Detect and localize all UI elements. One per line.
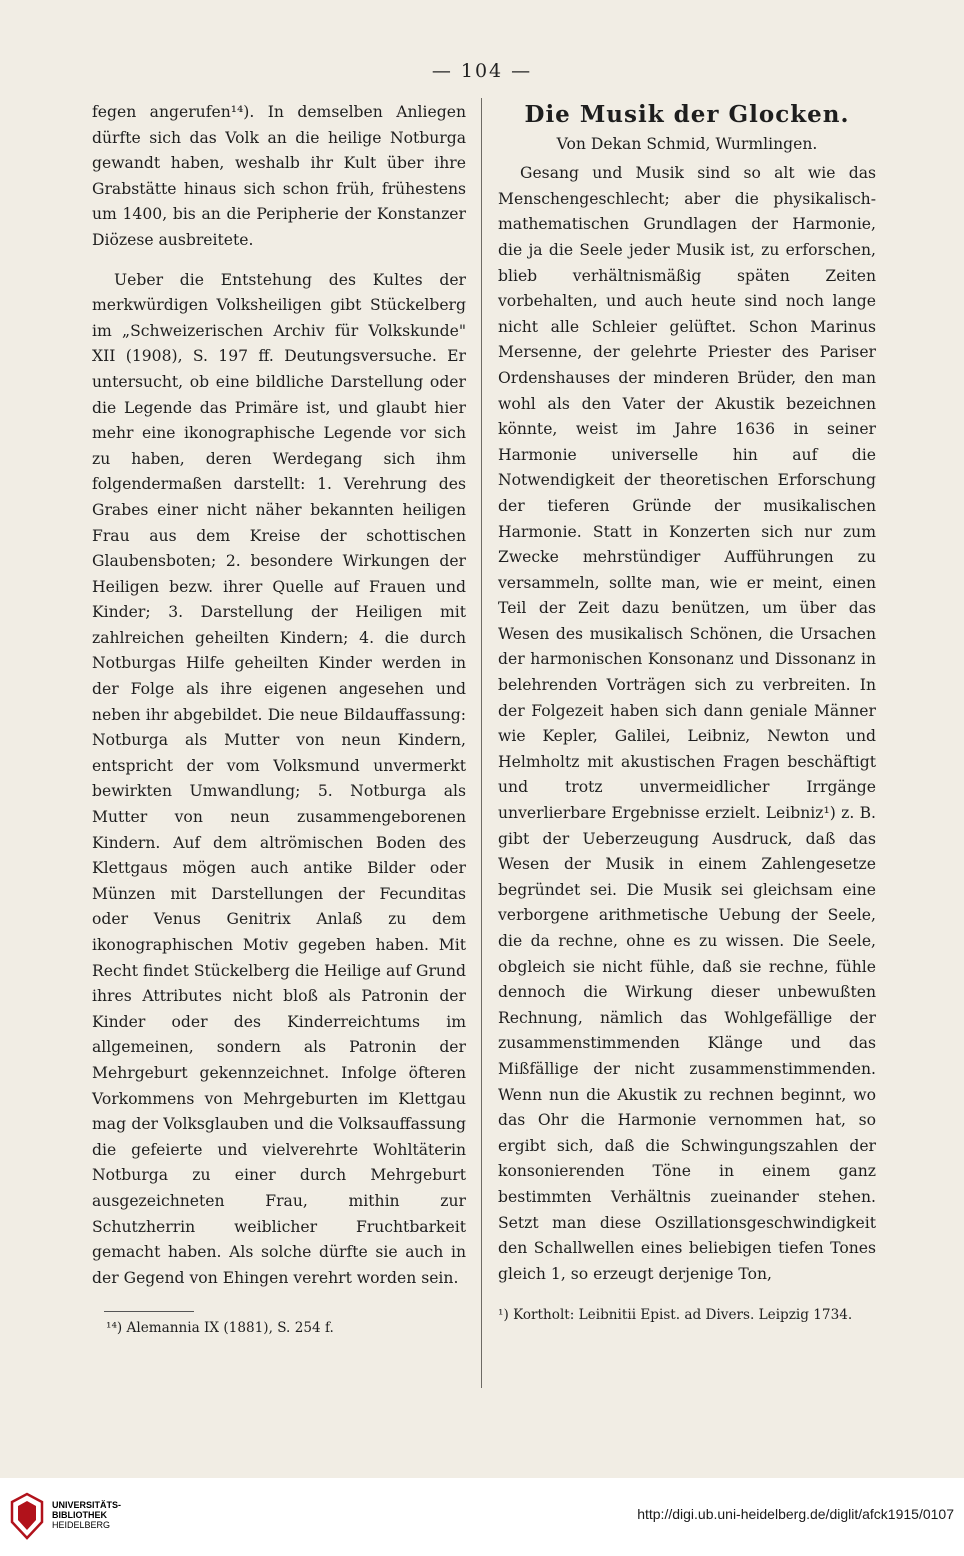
footnote-rule [104, 1311, 194, 1312]
article-title: Die Musik der Glocken. [524, 101, 850, 128]
viewer-footer [0, 1478, 964, 1556]
left-paragraph-2: Ueber die Entstehung des Kultes der merkwürdigen Volksheiligen gibt Stückelberg im „Schweizerischen Archiv für Volkskunde" XII (1908), S. 197 ff. Deutungsversuche. Er untersucht, ob eine bildliche Darstellung oder die Legende das Primäre ist, und glaubt hier mehr eine ikonographische Legende vor sich zu haben, deren Werdegang sich ihm folgendermaßen darstellt: 1. Verehrung des Grabes einer nicht näher bekannten heiligen Frau aus dem Kreise der schottischen Glaubensboten; 2. besondere Wirkungen der Heiligen bezw. ihrer Quelle auf Frauen und Kinder; 3. Darstellung der Heiligen mit zahlreichen geheilten Kindern; 4. die durch Notburgas Hilfe geheilten Kinder werden in der Folge als ihre eigenen angesehen und neben ihr abgebildet. Die neue Bildauffassung: Notburga als Mutter von neun Kindern, entspricht der vom Volksmund unvermerkt bewirkten Umwandlung; 5. Notburga als Mutter von neun zusammengeborenen Kindern. Auf dem altrömischen Boden des Klettgaus mögen auch antike Bilder oder Münzen mit Darstellungen der Fecunditas oder Venus Genitrix Anlaß zu dem ikonographischen Motiv gegeben haben. Mit Recht findet Stückelberg die Heilige auf Grund ihres Attributes nicht bloß als Patronin der Kinder oder des Kinderreichtums im allgemeinen, sondern als Patronin der Mehrgeburt gekennzeichnet. Infolge öfteren Vorkommens von Mehrgeburten im Klettgau mag der Volksglauben und die Volksauffassung die gefeierte und vielverehrte Wohltäterin Notburga zu einer durch Mehrgeburt ausgezeichneten Frau, mithin zur Schutzherrin weiblicher Fruchtbarkeit gemacht haben. Als solche dürfte sie auch in der Gegend von Ehingen verehrt worden sein. [92, 270, 466, 1287]
page-number: — 104 — [431, 60, 533, 82]
permalink[interactable]: http://digi.ub.uni-heidelberg.de/diglit/afck1915/0107 [637, 1506, 954, 1522]
library-name-line-1: UNIVERSITÄTS- [52, 1500, 122, 1510]
library-name-line-2: BIBLIOTHEK [52, 1510, 107, 1520]
article-byline: Von Dekan Schmid, Wurmlingen. [556, 134, 818, 153]
right-footnote: ¹) Kortholt: Leibnitii Epist. ad Divers. Leipzig 1734. [498, 1307, 853, 1324]
right-column [498, 100, 876, 1325]
left-column [92, 100, 466, 1338]
column-divider [481, 98, 482, 1388]
left-footnote: ¹⁴) Alemannia IX (1881), S. 254 f. [106, 1320, 334, 1337]
library-name [52, 1500, 121, 1530]
library-name-line-3: HEIDELBERG [52, 1520, 111, 1530]
left-paragraph-1: fegen angerufen¹⁴). In demselben Anliegen dürfte sich das Volk an die heilige Notburga gewandt haben, weshalb ihr Kult über ihre Grabstätte hinaus sich schon früh, frühestens um 1400, bis an die Peripherie der Konstanzer Diözese ausbreitete. [92, 103, 466, 249]
university-library-logo-icon [10, 1492, 44, 1540]
right-paragraph-1: Gesang und Musik sind so alt wie das Menschengeschlecht; aber die physikalisch-mathematischen Grundlagen der Harmonie, die ja die Seele jeder Musik ist, zu erforschen, blieb verhältnismäßig späten Zeiten vorbehalten, und auch heute sind noch lange nicht alle Schleier gelüftet. Schon Marinus Mersenne, der gelehrte Priester des Pariser Ordenshauses der minderen Brüder, den man wohl als den Vater der Akustik bezeichnen könnte, weist im Jahre 1636 in seiner Harmonie universelle hin auf die Notwendigkeit der theoretischen Erforschung der tieferen Gründe der musikalischen Harmonie. Statt in Konzerten sich nur zum Zwecke mehrstündiger Aufführungen zu versammeln, sollte man, wie er meint, einen Teil der Zeit dazu benützen, um über das Wesen des musikalisch Schönen, die Ursachen der harmonischen Konsonanz und Dissonanz in belehrenden Vorträgen sich zu verbreiten. In der Folgezeit haben sich dann geniale Männer wie Kepler, Galilei, Leibniz, Newton und Helmholtz mit akustischen Fragen beschäftigt und trotz unvermeidlicher Irrgänge unverlierbare Ergebnisse erzielt. Leibniz¹) z. B. gibt der Ueberzeugung Ausdruck, daß das Wesen der Musik in einem Zahlengesetze begründet sei. Die Musik sei gleichsam eine verborgene arithmetische Uebung der Seele, die da rechne, ohne es zu wissen. Die Seele, obgleich sie nicht fühle, daß sie rechne, fühle dennoch die Wirkung dieser unbewußten Rechnung, nämlich das Wohlgefällige der zusammenstimmenden Klänge und das Mißfällige der nicht zusammenstimmenden. Wenn nun die Akustik zu rechnen beginnt, wo das Ohr die Harmonie vernommen hat, so ergibt sich, daß die Schwingungszahlen der konsonierenden Töne in einem ganz bestimmten Verhältnis zueinander stehen. Setzt man diese Oszillationsgeschwindigkeit den Schallwellen eines beliebigen tiefen Tones gleich 1, so erzeugt derjenige Ton, [498, 164, 876, 1283]
